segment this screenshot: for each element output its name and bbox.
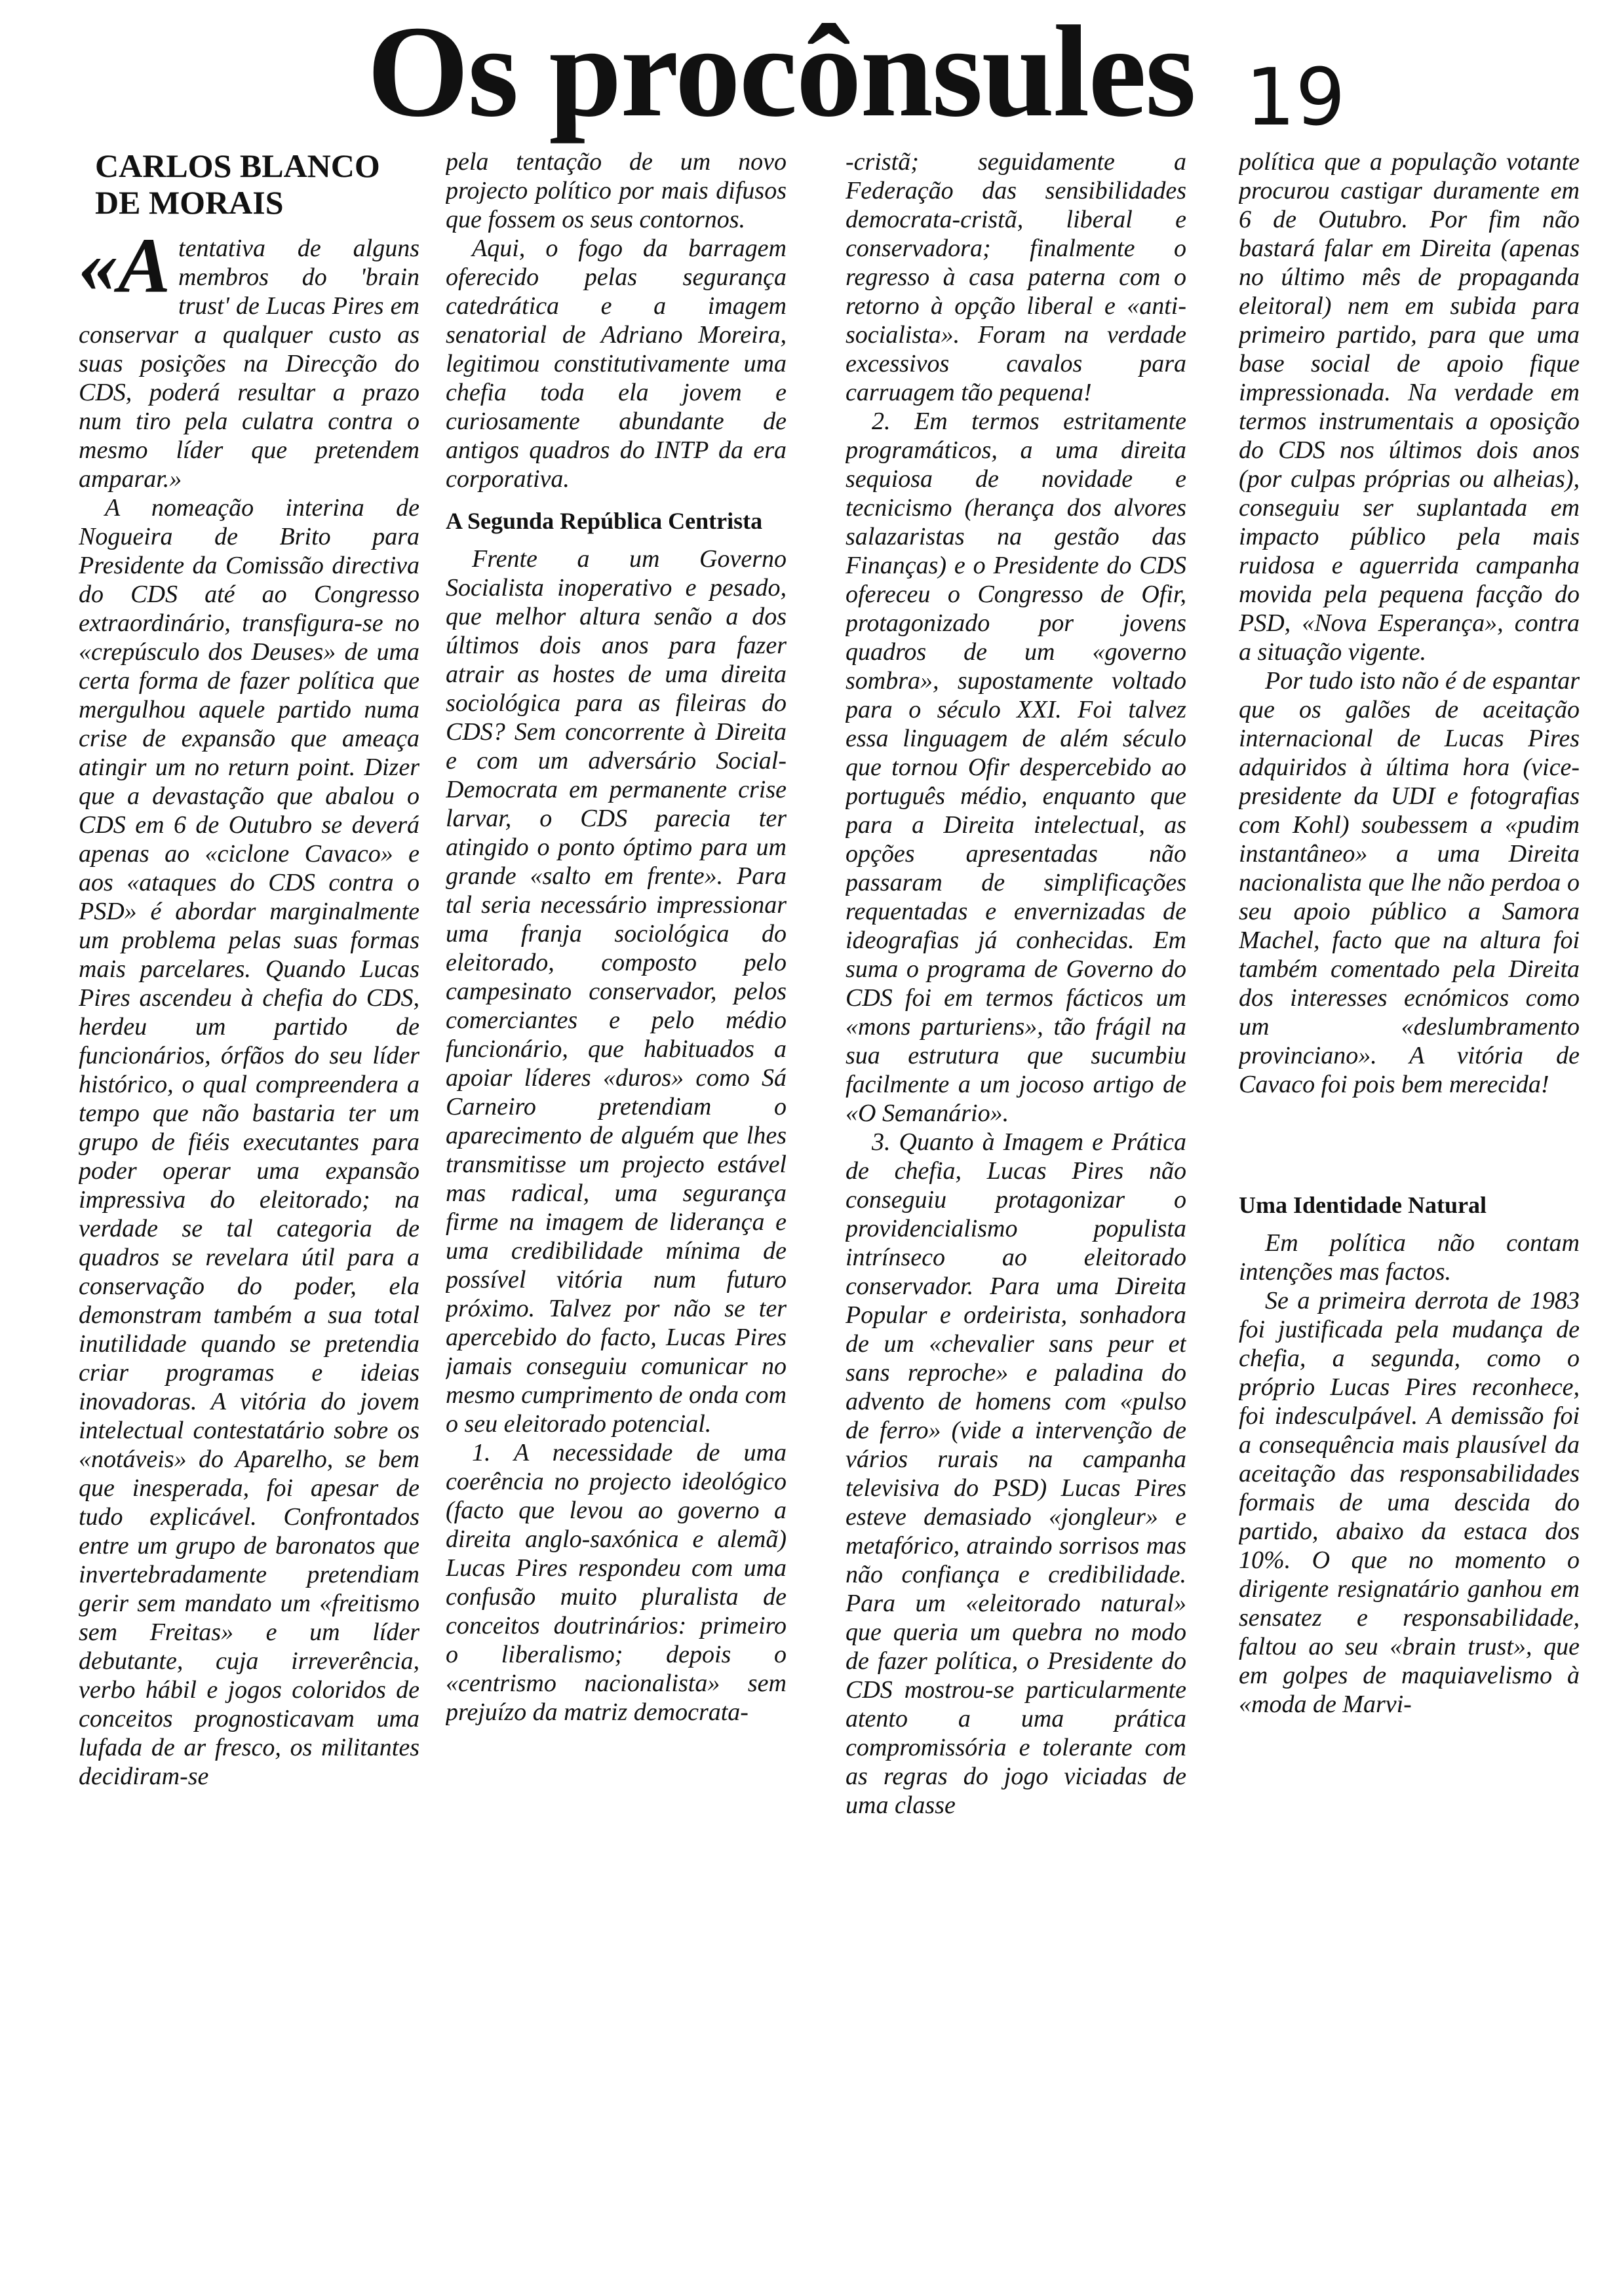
lead-quote-mark: «A [79,221,171,309]
column-2 [446,147,787,2290]
paragraph: pela tentação de um novo projecto político por mais difusos que fossem os seus contornos. [446,148,787,233]
paragraph: Frente a um Governo Socialista inoperativo e pesado, que melhor altura senão a dos últimos dois anos para fazer atrair as hostes de uma direita sociológica para as fileiras do CDS? Sem concorrente à Direita e com um adversário Social-Democrata em permanente crise larvar, o CDS parecia ter atingido o ponto óptimo para um grande «salto em frente». Para tal seria necessário impressionar uma franja sociológica do eleitorado, composto pelo campesinato conservador, pelos comerciantes e pelo médio funcionário, que habituados a apoiar líderes «duros» como Sá Carneiro pretendiam o aparecimento de alguém que lhes transmitisse um projecto estável mas radical, uma segurança firme na imagem de liderança e uma credibilidade mínima de possível vitória num futuro próximo. Talvez por não se ter apercebido do facto, Lucas Pires jamais conseguiu comunicar no mesmo cumprimento de onda com o seu eleitorado potencial. [446,545,787,1438]
section-heading: A Segunda República Centrista [446,508,763,534]
paragraph: Aqui, o fogo da barragem oferecido pelas segurança catedrática e a imagem senatorial de Adriano Moreira, legitimou constitutivamente uma chefia toda ela jovem e curiosamente abundante de antigos quadros do INTP da era corporativa. [446,235,787,493]
paragraph: A nomeação interina de Nogueira de Brito para Presidente da Comissão directiva do CDS até ao Congresso extraordinário, transfigura-se no «crepúsculo dos Deuses» de uma certa forma de fazer política que mergulhou aquele partido numa crise de expansão que ameaça atingir um no return point. Dizer que a devastação que abalou o CDS em 6 de Outubro se deverá apenas ao «ciclone Cavaco» e aos «ataques do CDS contra o PSD» é abordar marginalmente um problema pelas suas formas mais parcelares. Quando Lucas Pires ascendeu à chefia do CDS, herdeu um partido de funcionários, órfãos do seu líder histórico, o qual compreendera a tempo que não bastaria ter um grupo de fiéis executantes para poder operar uma expansão impressiva do eleitorado; na verdade se tal categoria de quadros se revelara útil para a conservação do poder, ela demonstram também a sua total inutilidade quando se pretendia criar programas e ideias inovadoras. A vitória do jovem intelectual contestatário sobre os «notáveis» do Aparelho, se bem que inesperada, foi apesar de tudo explicável. Confrontados entre um grupo de baronatos que invertebradamente pretendiam gerir sem mandato um «freitismo sem Freitas» e um líder debutante, cuja irreverência, verbo hábil e jogos coloridos de conceitos prognosticavam uma lufada de ar fresco, os militantes decidiram-se [79,494,419,1790]
column-4 [1239,147,1580,2290]
column-1 [79,147,419,2290]
lead-paragraph: tentativa de alguns membros do 'brain trust' de Lucas Pires em conservar a qualquer custo as suas posições na Direcção do CDS, poderá resultar a prazo num tiro pela culatra contra o mesmo líder que pretendem amparar.» [79,235,419,493]
paragraph: 3. Quanto à Imagem e Prática de chefia, Lucas Pires não conseguiu protagonizar o providencialismo populista intrínseco ao eleitorado conservador. Para uma Direita Popular e ordeirista, sonhadora de um «chevalier sans peur et sans reproche» e paladina do advento de homens com «pulso de ferro» (vide a intervenção de vários rurais na campanha televisiva do PSD) Lucas Pires esteve demasiado «jongleur» e metafórico, atraindo sorrisos mas não confiança e credibilidade. Para um «eleitorado natural» que queria um quebra no modo de fazer política, o Presidente do CDS mostrou-se particularmente atento a uma prática compromissória e tolerante com as regras do jogo viciadas de uma classe [846,1128,1186,1819]
byline: CARLOS BLANCO DE MORAIS [95,147,380,221]
handwritten-page-number: 19 [1245,52,1346,144]
section-heading: Uma Identidade Natural [1239,1192,1487,1218]
paragraph: Se a primeira derrota de 1983 foi justificada pela mudança de chefia, a segunda, como o próprio Lucas Pires reconhece, foi indesculpável. A demissão foi a consequência mais plausível da aceitação das responsabilidades formais de uma descida do partido, abaixo da estaca dos 10%. O que no momento o dirigente resignatário ganhou em sensatez e responsabilidade, faltou ao seu «brain trust», que em golpes de maquiavelismo à «moda de Marvi- [1239,1287,1580,1718]
paragraph: política que a população votante procurou castigar duramente em 6 de Outubro. Por fim não bastará falar em Direita (apenas no último mês de propaganda eleitoral) nem em subida para primeiro partido, para que uma base social de apoio fique impressionada. Na verdade em termos instrumentais a oposição do CDS nos últimos dois anos (por culpas próprias ou alheias), conseguiu ser suplantada em impacto público pela mais ruidosa e aguerrida campanha movida pela pequena facção do PSD, «Nova Esperança», contra a situação vigente. [1239,148,1580,666]
headline: Os procônsules [367,0,1196,144]
paragraph: 2. Em termos estritamente programáticos, a uma direita sequiosa de novidade e tecnicismo (herança dos alvores salazaristas na gestão das Finanças) e o Presidente do CDS ofereceu o Congresso de Ofir, protagonizado por jovens quadros de um «governo sombra», supostamente voltado para o século XXI. Foi talvez essa linguagem de além século que tornou Ofir despercebido ao português médio, enquanto que para a Direita intelectual, as opções apresentadas não passaram de simplificações requentadas e envernizadas de ideografias já conhecidas. Em suma o programa de Governo do CDS foi em termos fácticos um «mons parturiens», tão frágil na sua estrutura que sucumbiu facilmente a um jocoso artigo de «O Semanário». [846,408,1186,1127]
column-3 [846,147,1186,2290]
paragraph: 1. A necessidade de uma coerência no projecto ideológico (facto que levou ao governo a direita anglo-saxónica e alemã) Lucas Pires respondeu com uma confusão muito pluralista de conceitos doutrinários: primeiro o liberalismo; depois o «centrismo nacionalista» sem prejuízo da matriz democrata- [446,1439,787,1726]
paragraph: -cristã; seguidamente a Federação das sensibilidades democrata-cristã, liberal e conservadora; finalmente o regresso à casa paterna com o retorno à opção liberal e «anti-socialista». Foram na verdade excessivos cavalos para carruagem tão pequena! [846,148,1186,406]
paragraph: Por tudo isto não é de espantar que os galões de aceitação internacional de Lucas Pires adquiridos à última hora (vice-presidente da UDI e fotografias com Kohl) soubessem a «pudim instantâneo» a uma Direita nacionalista que lhe não perdoa o seu apoio público a Samora Machel, facto que na altura foi também comentado pela Direita dos interesses ecnómicos como um «deslumbramento provinciano». A vitória de Cavaco foi pois bem merecida! [1239,667,1580,1098]
paragraph: Em política não contam intenções mas factos. [1239,1229,1580,1286]
